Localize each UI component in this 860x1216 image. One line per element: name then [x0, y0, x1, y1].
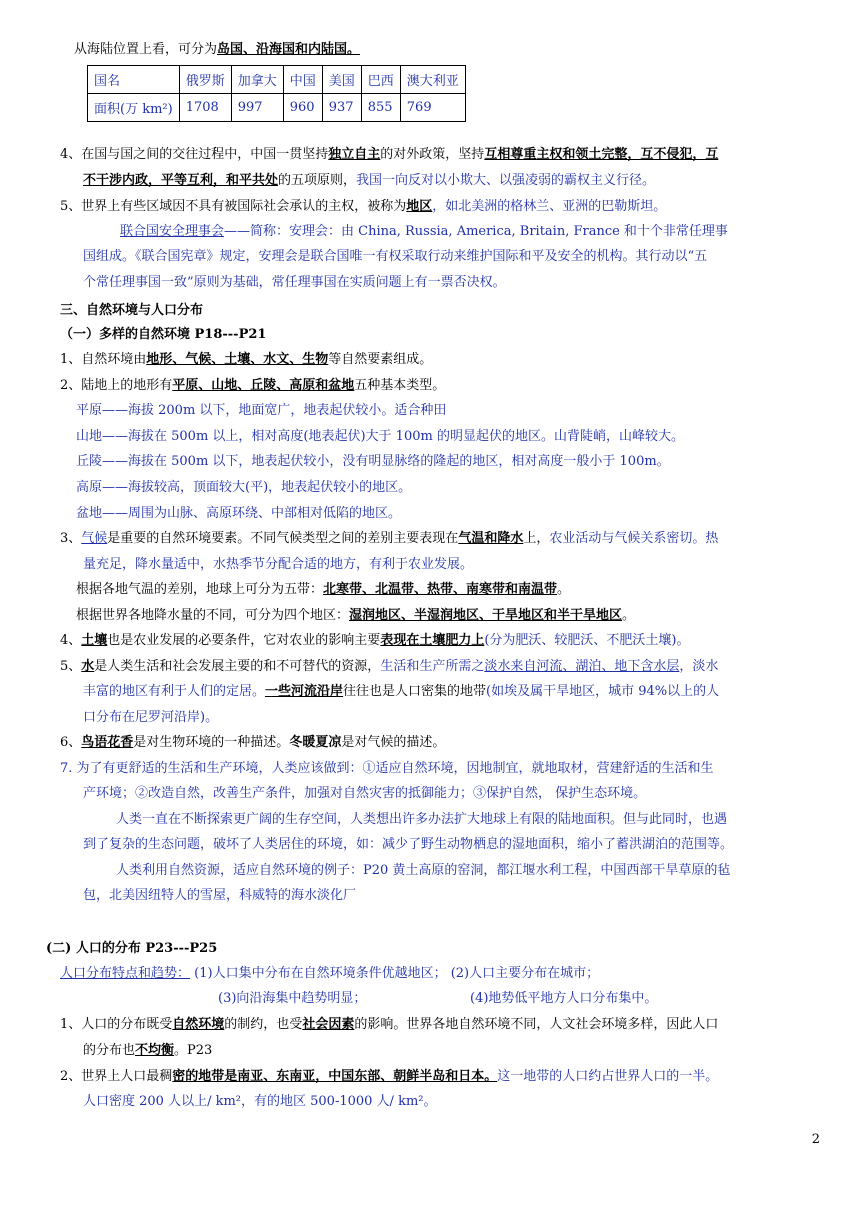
text-blue: 生活和生产所需之	[380, 659, 485, 674]
text: 上，	[523, 531, 550, 546]
text-blue: ——简称：安理会：由 China, Russia, America, Britain, France 和十个非常任理事	[224, 224, 728, 239]
table-cell: 937	[322, 94, 361, 122]
q2-line1	[60, 1068, 718, 1086]
n5-line3: 口分布在尼罗河沿岸)。	[83, 710, 219, 725]
item4-line2	[83, 172, 655, 190]
pop-trend-line1	[60, 965, 599, 983]
landform-plateau: 高原——海拔较高，顶面较大(平)，地表起伏较小的地区。	[76, 480, 412, 495]
text: 3、	[60, 531, 82, 546]
text: 五种基本类型。	[354, 378, 446, 393]
n1-line	[60, 351, 432, 369]
table-cell: 俄罗斯	[179, 66, 231, 94]
emphasis: 社会因素	[302, 1017, 355, 1032]
landform-plain: 平原——海拔 200m 以下，地面宽广，地表起伏较小。适合种田	[76, 403, 447, 418]
n3-line3	[76, 581, 570, 599]
text: 2、陆地上的地形有	[60, 378, 173, 393]
text: 也是农业发展的必要条件，它对农业的影响主要	[107, 633, 381, 648]
emphasis: 自然环境	[172, 1017, 225, 1032]
q1-line1	[60, 1016, 718, 1034]
emphasis: 一些河流沿岸	[265, 684, 344, 699]
text-blue: ，淡水	[679, 659, 719, 674]
n7-line6: 包，北美因纽特人的雪屋，科威特的海水淡化厂	[83, 888, 357, 903]
text: 是重要的自然环境要素。不同气候类型之间的差别主要表现在	[107, 531, 459, 546]
emphasis: 湿润地区、半湿润地区、干旱地区和半干旱地区	[349, 608, 623, 623]
emphasis: 表现在土壤肥力上	[380, 633, 485, 648]
emphasis: 独立自主	[328, 147, 381, 162]
text: 。	[622, 608, 636, 623]
text: 的制约，也受	[224, 1017, 303, 1032]
security-council-term: 联合国安全理事会	[120, 224, 225, 239]
text-blue: 丰富的地区有利于人们的定居。	[83, 684, 266, 699]
emphasis: 不均衡	[135, 1043, 175, 1058]
text-blue: 这一地带的人口约占世界人口的一半。	[497, 1069, 719, 1084]
intro-emphasis: 岛国、沿海国和内陆国。	[217, 42, 361, 57]
intro-text: 从海陆位置上看，可分为	[74, 42, 218, 57]
text: 4、在国与国之间的交往过程中，中国一贯坚持	[60, 147, 329, 162]
text: 1、自然环境由	[60, 352, 147, 367]
text: 4、	[60, 633, 82, 648]
text: 的分布也	[83, 1043, 136, 1058]
n5-line1	[60, 658, 718, 676]
text: 1、人口的分布既受	[60, 1017, 173, 1032]
q1-line2	[83, 1042, 212, 1060]
text: 的五项原则，	[278, 173, 357, 188]
text: 的对外政策，坚持	[380, 147, 485, 162]
security-council-line3: 个常任理事国一致”原则为基础，常任理事国在实质问题上有一票否决权。	[83, 275, 506, 290]
n7-line4: 到了复杂的生态问题，破坏了人类居住的环境，如：减少了野生动物栖息的湿地面积，缩小了蓄洪湖泊的范围等。	[83, 837, 734, 852]
table-cell: 960	[283, 94, 322, 122]
q2-line2: 人口密度 200 人以上/ km²，有的地区 500-1000 人/ km²。	[83, 1094, 437, 1109]
text: 2、世界上人口最稠	[60, 1069, 173, 1084]
intro-line	[74, 41, 360, 59]
n7-line3: 人类一直在不断探索更广阔的生存空间，人类想出许多办法扩大地球上有限的陆地面积。但与此同时，也遇	[116, 812, 728, 827]
n3-line4	[76, 607, 635, 625]
text: 是人类生活和社会发展主要的和不可替代的资源，	[94, 659, 381, 674]
emphasis: 气温和降水	[458, 531, 524, 546]
area-table	[87, 65, 466, 122]
n3-line2: 量充足，降水量适中，水热季节分配合适的地方，有利于农业发展。	[83, 557, 474, 572]
n4-line	[60, 632, 689, 650]
text: 5、世界上有些区域因不具有被国际社会承认的主权，被称为	[60, 199, 407, 214]
table-row-header	[88, 66, 466, 94]
n7-line1: 7. 为了有更舒适的生活和生产环境，人类应该做到：①适应自然环境，因地制宜，就地取材，营建舒适的生活和生	[60, 761, 714, 776]
item4-line1	[60, 146, 718, 164]
text: 的影响。世界各地自然环境不同，人文社会环境多样，因此人口	[354, 1017, 719, 1032]
emphasis: 地区	[406, 199, 433, 214]
table-cell: 巴西	[361, 66, 400, 94]
text-blue: 农业活动与气候关系密切。热	[549, 531, 719, 546]
emphasis: 鸟语花香	[81, 735, 134, 750]
item5-line1	[60, 198, 666, 216]
n5-line2	[83, 683, 719, 701]
table-cell: 1708	[179, 94, 231, 122]
emphasis: 地形、气候、土壤、水文、生物	[146, 352, 329, 367]
table-cell: 997	[231, 94, 283, 122]
pop-trend-label: 人口分布特点和趋势：	[60, 966, 191, 981]
text-blue: 我国一向反对以小欺大、以强凌弱的霸权主义行径。	[356, 173, 656, 188]
text: 往往也是人口密集的地带	[343, 684, 487, 699]
emphasis: 冬暖夏凉	[289, 735, 342, 750]
emphasis: 互相尊重主权和领土完整，互不侵犯，互	[484, 147, 719, 162]
page-number: 2	[811, 1132, 820, 1147]
text-blue: ，如北美洲的格林兰、亚洲的巴勒斯坦。	[432, 199, 667, 214]
emphasis: 密的地带是南亚、东南亚，中国东部、朝鲜半岛和日本。	[172, 1069, 498, 1084]
emphasis: 水	[81, 659, 95, 674]
n3-line1	[60, 530, 718, 548]
text-blue: (4)地势低平地方人口分布集中。	[470, 991, 658, 1006]
text: 。	[557, 582, 571, 597]
text: 5、	[60, 659, 82, 674]
table-cell: 855	[361, 94, 400, 122]
subsection-title: （一）多样的自然环境 P18---P21	[60, 327, 267, 342]
landform-hill: 丘陵——海拔在 500m 以下，地表起伏较小，没有明显脉络的隆起的地区，相对高度一般小于 100m。	[76, 454, 670, 469]
text-blue: (3)向沿海集中趋势明显；	[218, 991, 367, 1006]
section-title: 三、自然环境与人口分布	[60, 303, 204, 318]
n7-line2: 产环境；②改造自然，改善生产条件，加强对自然灾害的抵御能力；③保护自然， 保护生态环境。	[83, 786, 647, 801]
emphasis-blue: 气候	[81, 531, 108, 546]
text: 等自然要素组成。	[328, 352, 433, 367]
pop-trend-line2b	[470, 990, 657, 1008]
n2-line	[60, 377, 445, 395]
n6-line	[60, 734, 445, 752]
text: 是对气候的描述。	[341, 735, 446, 750]
subsection-title-2: (二) 人口的分布 P23---P25	[46, 941, 218, 956]
landform-mountain: 山地——海拔在 500m 以上，相对高度(地表起伏)大于 100m 的明显起伏的地区。山背陡峭，山峰较大。	[76, 429, 684, 444]
table-cell: 面积(万 km²)	[88, 94, 180, 122]
security-council-line2: 国组成。《联合国宪章》规定，安理会是联合国唯一有权采取行动来维护国际和平及安全的机构。其行动以“五	[83, 249, 708, 264]
emphasis: 平原、山地、丘陵、高原和盆地	[172, 378, 355, 393]
text: 根据世界各地降水量的不同，可分为四个地区：	[76, 608, 350, 623]
emphasis-blue: 淡水来自河流、湖泊、地下含水层	[484, 659, 680, 674]
table-cell: 加拿大	[231, 66, 283, 94]
table-cell: 国名	[88, 66, 180, 94]
table-cell: 中国	[283, 66, 322, 94]
emphasis: 土壤	[81, 633, 108, 648]
text: 。P23	[174, 1043, 213, 1058]
emphasis: 北寒带、北温带、热带、南寒带和南温带	[323, 582, 558, 597]
security-council-line	[120, 223, 728, 241]
text: 根据各地气温的差别，地球上可分为五带：	[76, 582, 324, 597]
text-blue: (1)人口集中分布在自然环境条件优越地区； (2)人口主要分布在城市；	[190, 966, 600, 981]
table-row-area	[88, 94, 466, 122]
table-cell: 澳大利亚	[400, 66, 465, 94]
n7-line5: 人类利用自然资源，适应自然环境的例子：P20 黄土高原的窑洞，都江堰水利工程，中国西部干旱草原的毡	[116, 863, 731, 878]
emphasis: 不干涉内政，平等互利，和平共处	[83, 173, 279, 188]
pop-trend-line2	[218, 990, 366, 1008]
text-blue: (如埃及属干旱地区，城市 94%以上的人	[486, 684, 720, 699]
text: 是对生物环境的一种描述。	[133, 735, 290, 750]
text-blue: (分为肥沃、较肥沃、不肥沃土壤)。	[484, 633, 690, 648]
text: 6、	[60, 735, 82, 750]
table-cell: 美国	[322, 66, 361, 94]
table-cell: 769	[400, 94, 465, 122]
landform-basin: 盆地——周围为山脉、高原环绕、中部相对低陷的地区。	[76, 506, 402, 521]
